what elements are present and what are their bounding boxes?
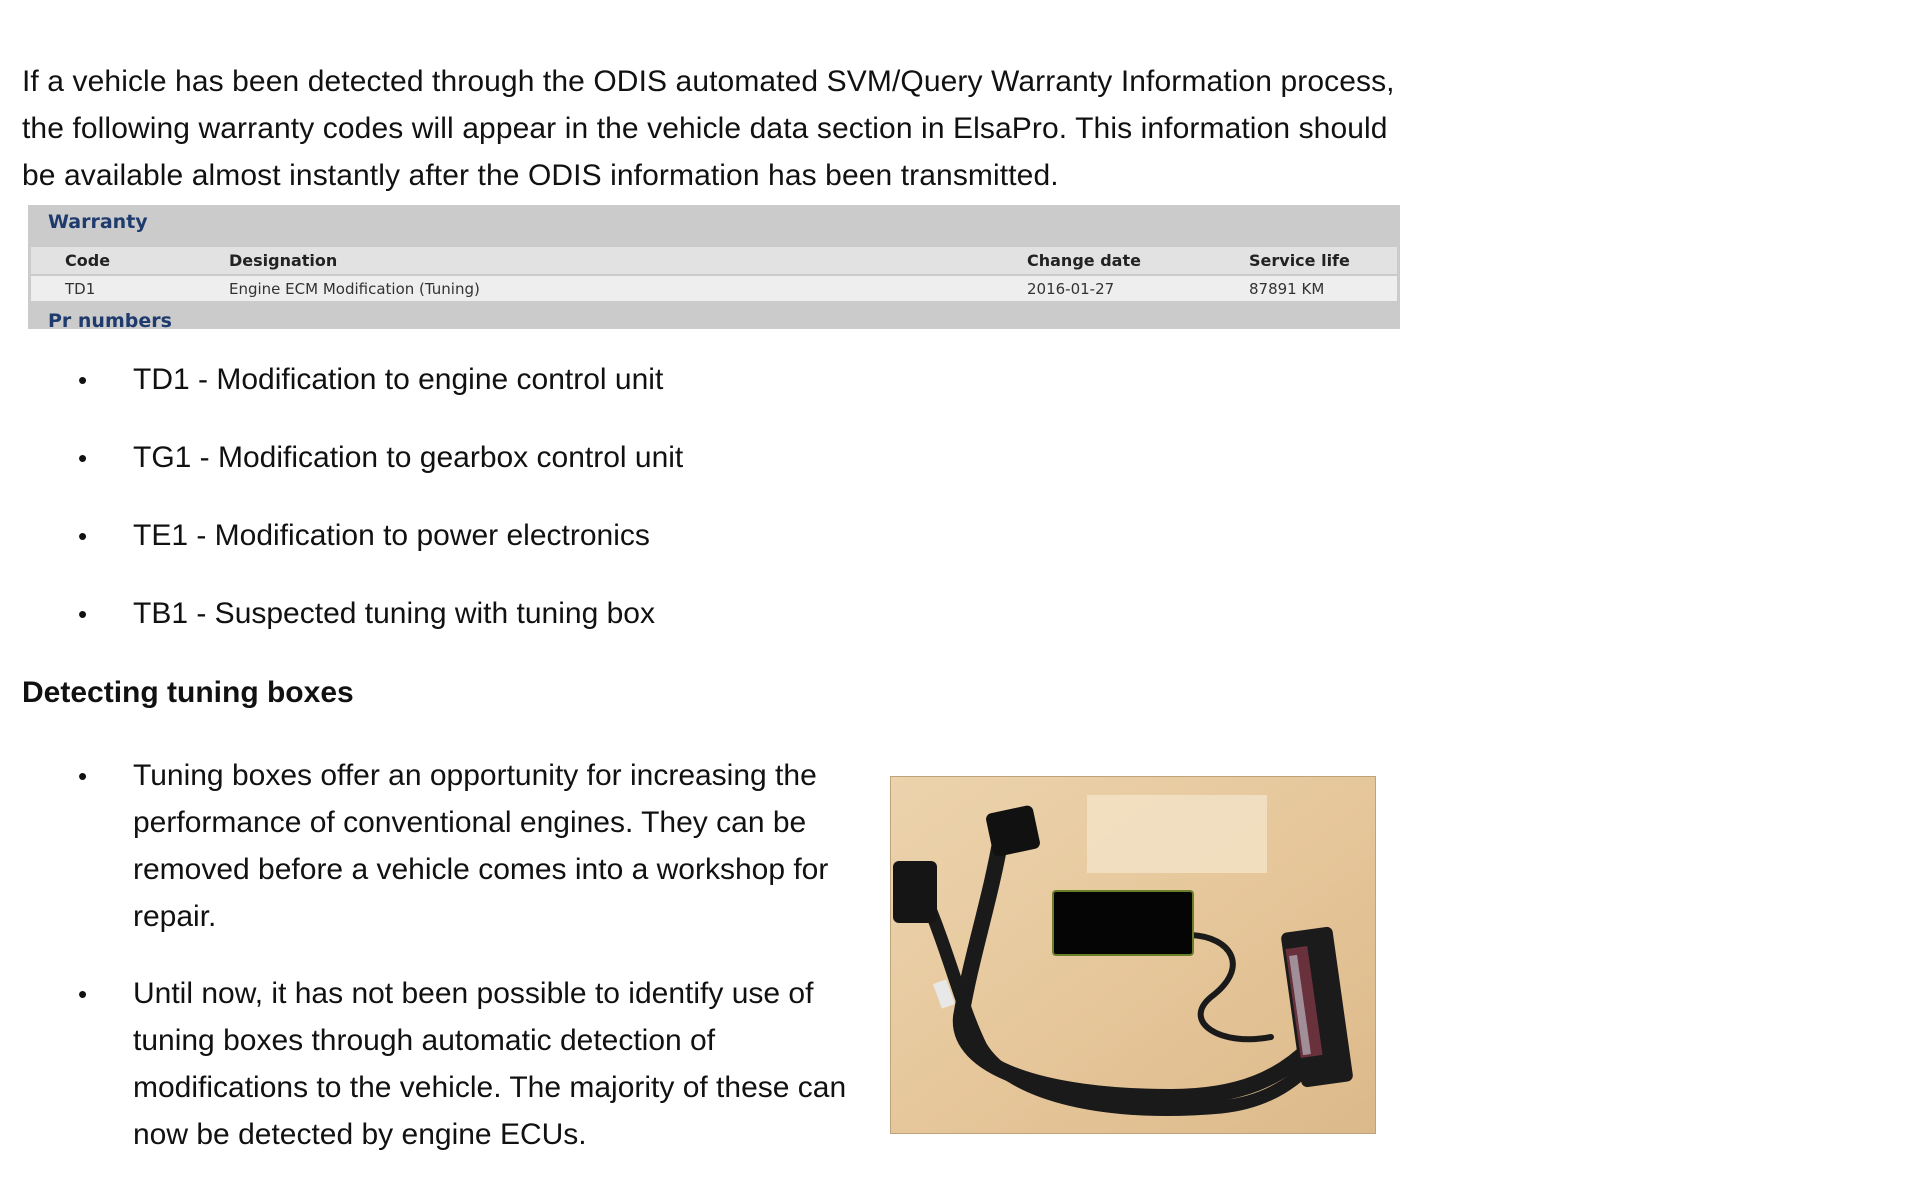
pr-numbers-title: Pr numbers: [48, 310, 172, 329]
bullet: •: [78, 599, 88, 629]
cell-designation: Engine ECM Modification (Tuning): [229, 279, 480, 298]
bullet: •: [78, 443, 88, 473]
tuning-box-list: [0, 752, 880, 1188]
list-item: [0, 360, 900, 438]
code-item-text: TD1 - Modification to engine control unit: [133, 363, 664, 396]
bullet: •: [78, 521, 88, 551]
intro-paragraph: If a vehicle has been detected through the ODIS automated SVM/Query Warranty Information process, the following warranty codes will appear in the vehicle data section in ElsaPro. This information should be available almost instantly after the ODIS information has been transmitted.: [22, 65, 1395, 192]
paper-label: [1087, 795, 1267, 873]
bullet: •: [78, 761, 88, 791]
tuning-box-device: [1053, 891, 1193, 955]
table-header-row: [31, 247, 1397, 276]
table-row: [31, 276, 1397, 301]
warranty-table: [31, 247, 1397, 301]
list-item: [0, 594, 900, 672]
cell-service-life: 87891 KM: [1249, 279, 1325, 298]
code-item-text: TB1 - Suspected tuning with tuning box: [133, 597, 655, 630]
warranty-panel: [28, 205, 1400, 329]
cell-code: TD1: [65, 279, 96, 298]
list-item: [0, 970, 863, 1158]
column-header-service-life: Service life: [1243, 247, 1397, 276]
table-spacer-cell: [31, 247, 59, 276]
section-heading: Detecting tuning boxes: [22, 676, 354, 709]
tuning-box-photo: [890, 776, 1376, 1134]
bullet-text: Tuning boxes offer an opportunity for increasing the performance of conventional engines. They can be removed before a vehicle comes into a workshop for repair.: [133, 759, 829, 933]
table-spacer-cell: [31, 276, 59, 301]
column-header-code: Code: [59, 247, 223, 276]
warranty-code-list: [0, 360, 900, 672]
ecu-connector-left: [893, 861, 937, 923]
tuning-box-illustration: [891, 777, 1375, 1133]
column-header-change-date: Change date: [1021, 247, 1243, 276]
code-item-text: TG1 - Modification to gearbox control unit: [133, 441, 684, 474]
list-item: [0, 752, 863, 940]
bullet-text: Until now, it has not been possible to identify use of tuning boxes through automatic detection of modifications to the vehicle. The majority of these can now be detected by engine ECUs.: [133, 977, 847, 1151]
bullet: •: [78, 365, 88, 395]
code-item-text: TE1 - Modification to power electronics: [133, 519, 650, 552]
list-item: [0, 516, 900, 594]
bullet: •: [78, 979, 88, 1009]
warranty-title: Warranty: [48, 211, 148, 233]
cell-change-date: 2016-01-27: [1027, 279, 1115, 298]
list-item: [0, 438, 900, 516]
column-header-designation: Designation: [223, 247, 1021, 276]
